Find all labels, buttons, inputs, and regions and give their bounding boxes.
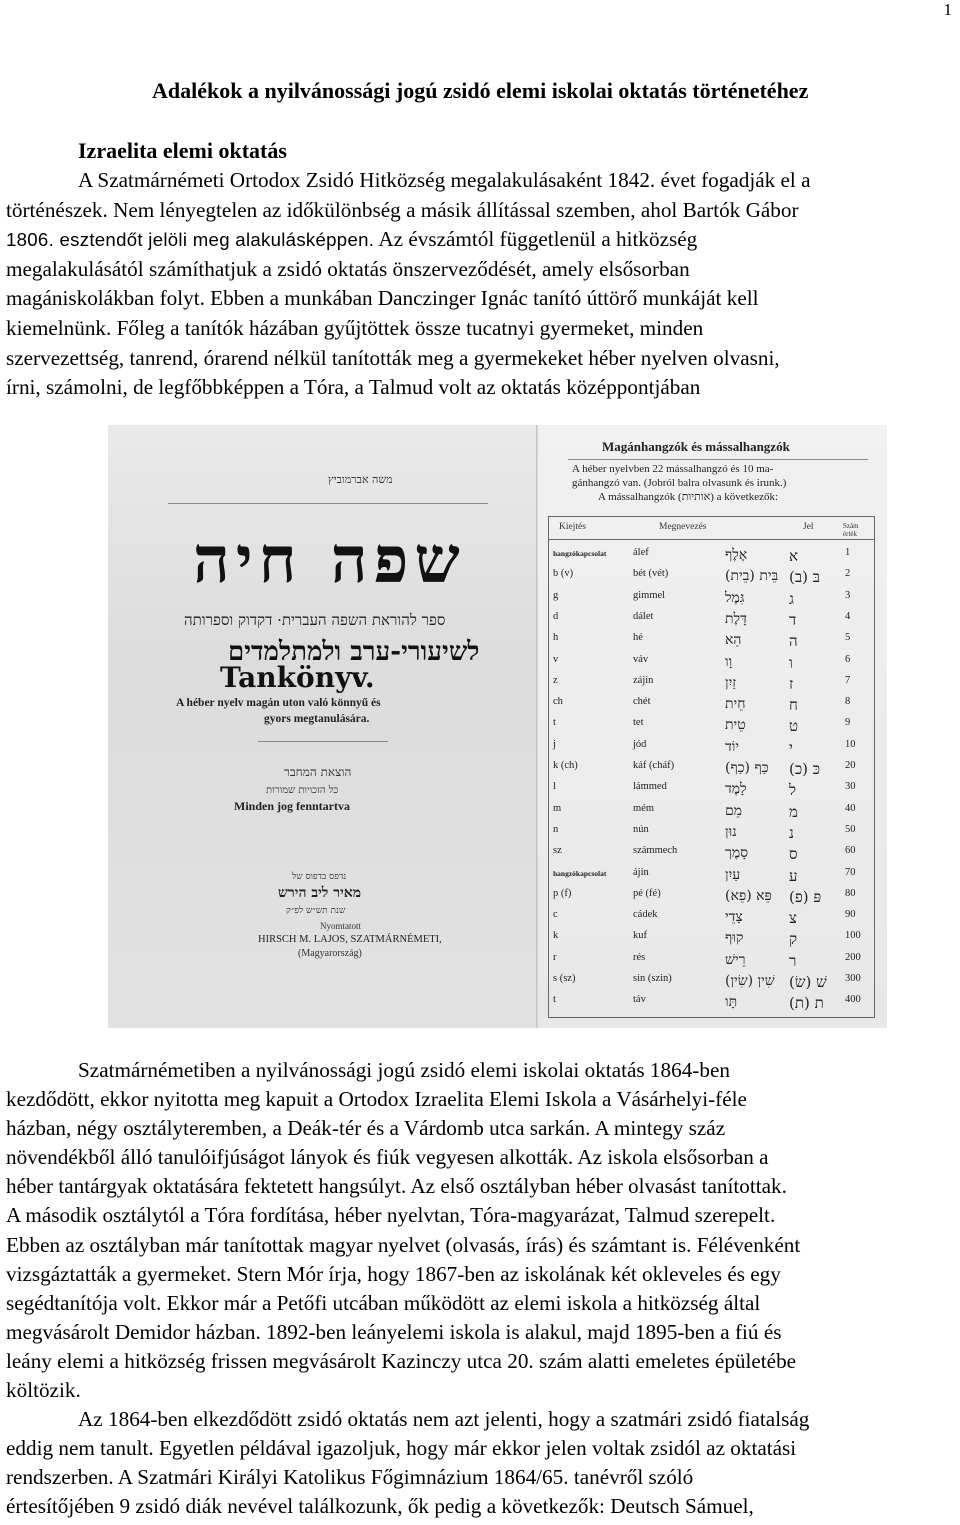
table-row [549,607,874,629]
cell-letter: ת (ת) [789,994,824,1013]
para1-line: Főleg a tanítók házában gyűjtöttek össze tucatnyi gyermeket, minden [116,315,704,340]
cell-name: rés [633,951,646,963]
cell-letter: כּ (כ) [789,760,821,778]
book-title-page [108,425,538,1028]
para2-line: növendékből álló tanulóifjúságot lányok és fiúk vegyesen alkották. Az iskola elsősorban a [6,1145,769,1170]
cell-name: cádek [633,909,658,921]
cell-letter: ח [789,696,798,715]
table-row [549,948,874,970]
para1-line: Az évszámtól függetlenül a hitközség [378,227,698,252]
para2-line: értesítőjében 9 zsidó diák nevével találkozunk, ők pedig a következők: Deutsch Sámuel, [6,1494,754,1519]
cell-hebrew-name: תָּו [725,994,738,1011]
table-note-1: A héber nyelvben 22 mássalhangzó és 10 ma- [572,463,774,475]
table-row [549,650,874,672]
cell-sound: c [553,909,558,921]
cell-number: 20 [845,760,856,771]
para2-line: megvásárolt Demidor házban. 1892-ben leányelemi iskola is alakul, majd 1895-ben a fiú és [6,1319,782,1344]
table-note-2: gánhangzó van. (Jobról balra olvasunk és irunk.) [572,477,787,489]
cell-sound: sz [553,845,562,857]
alphabet-table [548,516,875,1018]
cell-name: chét [633,696,651,708]
cell-number: 3 [845,589,851,601]
cell-letter: נ [789,823,794,842]
table-row [549,756,874,778]
cell-sound: k [553,930,559,942]
cell-sound: n [553,823,559,835]
cell-letter: צ [789,909,797,928]
para1-line: írni, számolni, de legfőbbképpen a Tóra, a Talmud volt az oktatás középpontjában [6,375,701,400]
cell-number: 5 [845,632,851,644]
cell-number: 300 [845,973,861,984]
cell-letter: א [789,547,799,565]
cell-sound: g [553,589,559,601]
cell-sound: l [553,781,556,793]
table-row [549,841,874,863]
cell-name: lámmed [633,781,667,793]
cell-letter: ק [789,930,798,949]
cell-letter: י [789,738,793,757]
cell-sound: z [553,674,558,686]
cell-number: 4 [845,610,851,622]
cell-sound: t [553,994,556,1006]
cell-name: hé [633,632,643,644]
table-header: Magánhangzók és mássalhangzók [602,439,790,454]
para2-line: eddig nem tanult. Egyetlen példával igazoljuk, hogy már ekkor jelen voltak zsidól az oktatási [6,1436,797,1461]
cell-sound: d [553,610,559,622]
cell-letter: ע [789,866,798,885]
table-row [549,586,874,608]
cell-number: 2 [845,568,851,580]
cell-letter: בּ (ב) [789,568,820,587]
table-note-3: A mássalhangzók (אותיות) a következők: [598,491,779,503]
cell-name: számmech [633,845,678,857]
cell-letter: ס [789,845,798,864]
book-printed: Nyomtatott [320,921,361,931]
table-row [549,671,874,693]
table-row [549,692,874,714]
cell-sound: p (f) [553,887,572,899]
cell-letter: ה [789,632,798,651]
cell-number: 6 [845,653,851,665]
cell-sound: hangzókapcsolat [553,868,607,878]
book-rights: Minden jog fenntartva [234,799,350,813]
cell-hebrew-name: דָּלֶת [725,610,747,627]
cell-number: 7 [845,674,851,686]
cell-number: 60 [845,845,856,857]
cell-hebrew-name: סָמֶך [725,845,749,862]
cell-letter: ט [789,717,799,736]
para1-line: 1806. esztendőt jelöli meg alakulásképpen. [6,229,375,251]
book-hebrew-rights: כל הזכויות שמורות [266,785,339,796]
cell-letter: ו [789,653,793,672]
cell-number: 1 [845,547,851,558]
cell-name: káf (cháf) [633,760,675,771]
book-hebrew-printer-2: מאיר ליב הירש [278,885,362,901]
cell-hebrew-name: יוֹד [725,738,739,755]
book-author: משה אברמוביץ [328,473,393,486]
book-hebrew-printer-3: שנת תש״ש לפ״ק [286,906,346,916]
cell-hebrew-name: גִּמֶל [725,589,745,606]
para1-line: A Szatmárnémeti Ortodox Zsidó Hitközség megalakulásaként 1842. évet fogadják el a [78,168,811,192]
cell-sound: s (sz) [553,973,576,984]
para2-line: vizsgáztatták a gyermeket. Stern Mór írja, hogy 1867-ben az iskolának két okleveles és egy [6,1261,781,1286]
cell-hebrew-name: חֵית [725,696,746,713]
cell-hebrew-name: הֵא [725,632,742,649]
cell-number: 9 [845,717,851,729]
cell-number: 400 [845,994,861,1006]
cell-name: sin (szin) [633,973,672,984]
book-hebrew-printer-1: נדפס בדפוס של [292,872,347,882]
para1-line: megalakulásától számíthatjuk a zsidó oktatás önszerveződését, amely elsősorban [6,256,690,281]
cell-number: 10 [845,738,856,750]
cell-letter: ל [789,781,797,800]
table-row [549,863,874,885]
para2-line: házban, négy osztályteremben, a Deák-tér és a Várdomb utca sarkán. A mintegy száz [6,1116,726,1141]
para2-line: A második osztálytól a Tóra fordítása, héber nyelvtan, Tóra-magyarázat, Talmud szerepelt. [6,1203,776,1228]
cell-number: 100 [845,930,861,942]
cell-sound: k (ch) [553,760,578,771]
cell-hebrew-name: צָדֵי [725,909,743,926]
book-country: (Magyarország) [298,948,362,959]
cell-sound: r [553,951,557,963]
cell-name: pé (fé) [633,887,661,899]
table-row [549,926,874,948]
cell-sound: h [553,632,559,644]
cell-hebrew-name: זַיִן [725,674,737,691]
book-hebrew-title: שפה חיה [193,523,466,598]
para2-line: leány elemi a hitközség frissen megvásárolt Kazinczy utca 20. szám alatti emeletes épületébe [6,1348,797,1373]
cell-hebrew-name: קוּף [725,930,744,947]
cell-sound: t [553,717,556,729]
cell-number: 200 [845,951,861,963]
cell-hebrew-name: עַיִן [725,866,741,883]
book-subtitle-1: A héber nyelv magán uton való könnyű és [176,697,381,709]
table-row [549,628,874,650]
textbook-figure [108,425,887,1028]
table-row [549,884,874,906]
cell-name: bét (vét) [633,568,669,580]
para2-line: Az 1864-ben elkezdődött zsidó oktatás nem azt jelenti, hogy a szatmári zsidó fiatalság [78,1407,810,1432]
table-row [549,543,874,565]
para1-line: kiemelnünk. [6,315,112,340]
cell-hebrew-name: נוּן [725,823,737,840]
cell-letter: שׁ (שׂ) [789,973,827,991]
cell-letter: ג [789,589,794,608]
cell-hebrew-name: פֵּא (פֵא) [725,887,772,904]
cell-letter: ר [789,951,797,970]
book-tankonyv: Tankönyv. [220,661,375,694]
cell-letter: ז [789,674,794,693]
intro-paragraph [6,166,958,403]
table-row [549,969,874,991]
page-number: 1 [943,0,952,19]
para2-line: rendszerben. A Szatmári Királyi Katolikus Főgimnázium 1864/65. tanévről szóló [6,1465,694,1490]
cell-hebrew-name: מֵם [725,802,743,819]
cell-hebrew-name: אָלֶף [725,547,748,563]
cell-hebrew-name: בֵּית (בֵית) [725,568,779,585]
cell-name: ájin [633,866,649,878]
cell-letter: פּ (פ) [789,887,822,906]
divider [258,741,388,742]
para1-line: történészek. Nem lényegtelen az időkülönbség a másik állítással szemben, ahol Bartók Gábor [6,197,799,222]
cell-sound: hangzókapcsolat [553,549,607,558]
divider [568,459,868,460]
para2-line: Ebben az osztályban már tanítottak magyar nyelvet (olvasás, írás) és számtant is. Félévenként [6,1232,801,1257]
column-header-name: Megnevezés [659,522,707,532]
cell-number: 90 [845,909,856,921]
cell-name: nún [633,823,649,835]
cell-name: kuf [633,930,647,942]
cell-number: 50 [845,823,856,835]
book-subtitle-2: gyors megtanulására. [264,713,370,725]
cell-hebrew-name: לָמֶד [725,781,747,798]
cell-hebrew-name: טֵית [725,717,746,734]
cell-letter: מ [789,802,798,821]
cell-number: 30 [845,781,856,793]
para2-line: költözik. [6,1378,81,1403]
table-row [549,905,874,927]
cell-letter: ד [789,610,797,629]
cell-sound: ch [553,696,563,708]
cell-name: dálet [633,610,654,622]
table-row [549,990,874,1012]
cell-name: mém [633,802,654,814]
cell-hebrew-name: רֵישׁ [725,951,746,968]
cell-name: gimmel [633,589,666,601]
cell-number: 70 [845,866,856,878]
body-paragraph [6,1056,958,1522]
para2-line: kezdődött, ekkor nyitotta meg kapuit a Ortodox Izraelita Elemi Iskola a Vásárhelyi-féle [6,1087,747,1112]
table-row [549,735,874,757]
cell-number: 80 [845,887,856,899]
column-header-number: Szám érték [843,522,859,538]
para2-line: segédtanítója volt. Ekkor már a Petőfi utcában működött az elemi iskola a hitközség által [6,1290,761,1315]
para1-line: magániskolákban folyt. Ebben a munkában Danczinger Ignác tanító úttörő munkáját kell [6,286,759,311]
cell-name: jód [633,738,647,750]
cell-number: 40 [845,802,856,814]
table-row [549,777,874,799]
para2-line: héber tantárgyak oktatására fektetett hangsúlyt. Az első osztályban héber olvasást tanítottak. [6,1174,787,1199]
table-row [549,820,874,842]
divider [168,503,488,504]
cell-name: tet [633,717,644,729]
section-heading: Izraelita elemi oktatás [78,138,287,163]
cell-sound: b (v) [553,568,574,580]
book-hebrew-subtitle: ספר להוראת השפה העברית· דקדוק וספרותה [184,611,446,629]
document-title: Adalékok a nyilvánossági jogú zsidó elemi iskolai oktatás történetéhez [152,78,809,103]
divider [549,539,874,540]
table-row [549,564,874,586]
cell-name: álef [633,547,649,558]
cell-hebrew-name: שִׁין (שִׂין) [725,973,775,989]
para2-line: Szatmárnémetiben a nyilvánossági jogú zsidó elemi iskolai oktatás 1864-ben [78,1058,730,1082]
para1-line: szervezettség, tanrend, órarend nélkül tanították meg a gyermekeket héber nyelven olvasni, [6,345,780,370]
cell-name: zájin [633,674,654,686]
column-header-sign: Jel [803,522,814,532]
alphabet-table-page [538,425,887,1028]
column-header-pronunciation: Kiejtés [559,522,586,532]
cell-number: 8 [845,696,851,708]
cell-hebrew-name: כַּף (כַף) [725,760,769,776]
cell-sound: v [553,653,559,665]
table-row [549,713,874,735]
cell-sound: j [553,738,556,750]
cell-hebrew-name: וָו [725,653,733,670]
book-printer: HIRSCH M. LAJOS, SZATMÁRNÉMETI, [258,934,442,945]
table-row [549,799,874,821]
cell-name: váv [633,653,649,665]
book-hebrew-subtitle-2: לשיעורי-ערב ולמתלמדים [228,637,480,667]
cell-name: táv [633,994,646,1006]
book-hebrew-publisher: הוצאת המחבר [284,765,352,779]
cell-sound: m [553,802,562,814]
